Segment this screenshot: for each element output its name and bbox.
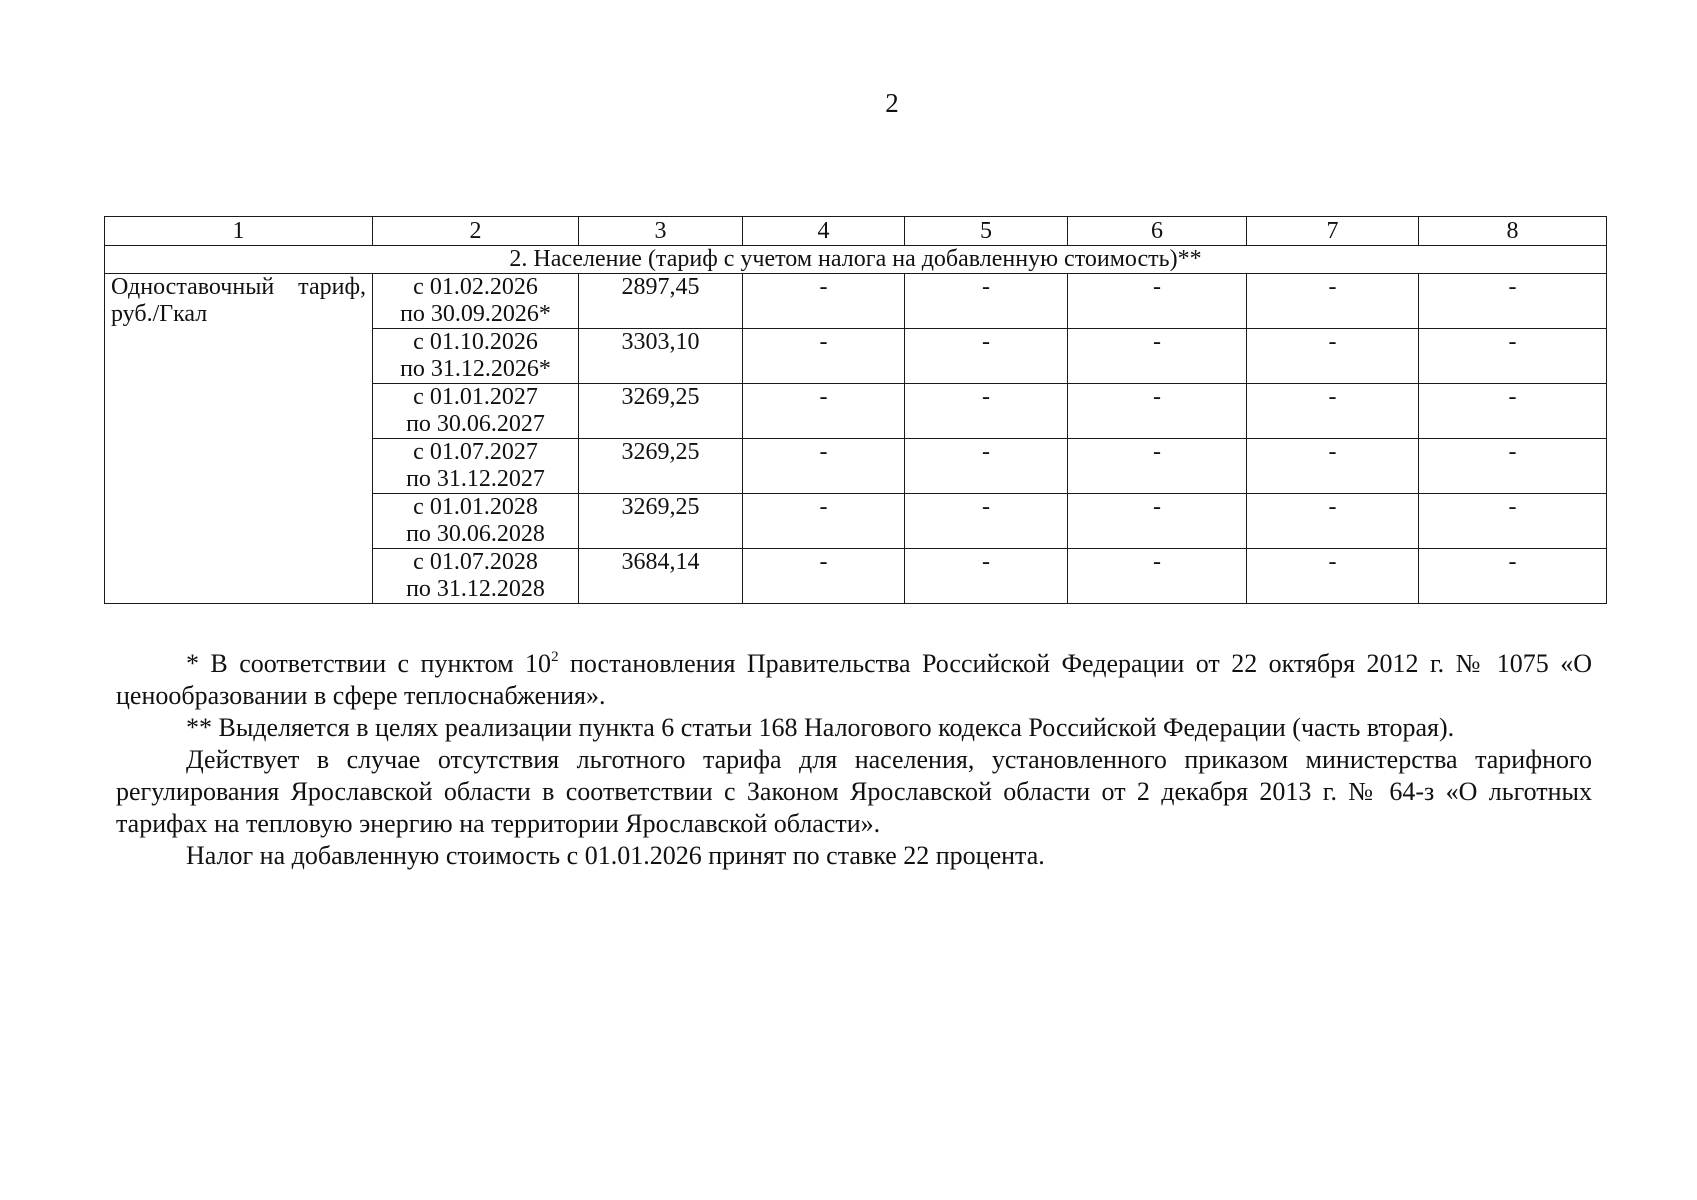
empty-cell: - [743,329,905,384]
tariff-value: 3684,14 [579,549,743,604]
period-to: по 31.12.2027 [406,466,545,492]
empty-cell: - [905,439,1068,494]
section-title: 2. Население (тариф с учетом налога на добавленную стоимость)** [105,246,1607,274]
tariff-table [104,216,1607,604]
empty-cell: - [1068,439,1247,494]
empty-cell: - [743,549,905,604]
empty-cell: - [1068,549,1247,604]
footnote-3: Действует в случае отсутствия льготного тарифа для населения, установленного приказом министерства тарифного регулирования Ярославской области в соответствии с Законом Ярославской области от 2 декабря 2013 г. № 64-з «О льготных тарифах на тепловую энергию на территории Ярославской области». [116,745,1592,838]
period-cell [373,494,579,549]
period-to: по 30.06.2027 [406,411,545,437]
period-from: с 01.02.2026 [413,274,538,300]
footnote-1 [116,648,1592,712]
column-number: 3 [579,217,743,246]
empty-cell: - [743,494,905,549]
period-from: с 01.10.2026 [413,329,538,355]
footnote-1-suffix: постановления Правительства Российской Федерации от 22 октября 2012 г. № 1075 «О ценообразовании в сфере теплоснабжения». [116,649,1592,710]
footnotes [116,648,1592,872]
empty-cell: - [1419,439,1607,494]
empty-cell: - [905,384,1068,439]
empty-cell: - [1419,494,1607,549]
empty-cell: - [1247,439,1419,494]
column-number: 6 [1068,217,1247,246]
empty-cell: - [905,494,1068,549]
period-to: по 30.06.2028 [406,521,545,547]
section-row [105,246,1607,274]
period-cell [373,274,579,329]
empty-cell: - [1419,549,1607,604]
empty-cell: - [905,549,1068,604]
tariff-value: 3269,25 [579,439,743,494]
column-number: 7 [1247,217,1419,246]
tariff-value: 3269,25 [579,494,743,549]
column-number: 4 [743,217,905,246]
column-number: 2 [373,217,579,246]
footnote-1-superscript: 2 [551,649,559,665]
period-cell [373,384,579,439]
column-number: 8 [1419,217,1607,246]
empty-cell: - [1419,274,1607,329]
empty-cell: - [743,384,905,439]
empty-cell: - [1247,384,1419,439]
period-cell [373,329,579,384]
period-to: по 30.09.2026* [400,301,551,327]
period-from: с 01.01.2028 [413,494,538,520]
footnote-1-prefix: * В соответствии с пунктом 10 [186,649,552,678]
empty-cell: - [1068,274,1247,329]
empty-cell: - [1068,384,1247,439]
table-row [105,274,1607,329]
empty-cell: - [1068,494,1247,549]
empty-cell: - [1419,329,1607,384]
page-number: 2 [885,88,899,118]
empty-cell: - [1068,329,1247,384]
column-number-row [105,217,1607,246]
period-cell [373,439,579,494]
column-number: 1 [105,217,373,246]
period-from: с 01.07.2027 [413,439,538,465]
empty-cell: - [905,274,1068,329]
period-to: по 31.12.2026* [400,356,551,382]
empty-cell: - [743,274,905,329]
empty-cell: - [1247,494,1419,549]
period-to: по 31.12.2028 [406,576,545,602]
column-number: 5 [905,217,1068,246]
tariff-value: 2897,45 [579,274,743,329]
footnote-4: Налог на добавленную стоимость с 01.01.2026 принят по ставке 22 процента. [186,841,1045,870]
period-from: с 01.07.2028 [413,549,538,575]
period-from: с 01.01.2027 [413,384,538,410]
tariff-category: Одноставочный тариф, руб./Гкал [105,274,373,604]
empty-cell: - [905,329,1068,384]
footnote-2: ** Выделяется в целях реализации пункта 6 статьи 168 Налогового кодекса Российской Федерации (часть вторая). [186,713,1455,742]
period-cell [373,549,579,604]
tariff-value: 3269,25 [579,384,743,439]
empty-cell: - [1247,274,1419,329]
tariff-value: 3303,10 [579,329,743,384]
empty-cell: - [1247,549,1419,604]
empty-cell: - [743,439,905,494]
empty-cell: - [1247,329,1419,384]
empty-cell: - [1419,384,1607,439]
